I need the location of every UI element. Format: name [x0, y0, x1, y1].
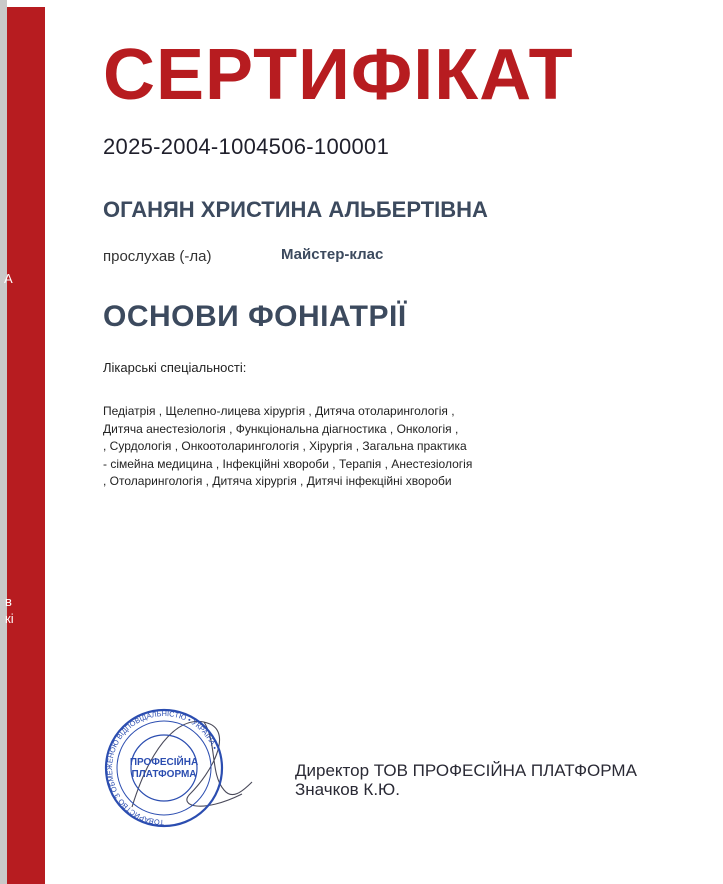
- certificate-title: СЕРТИФІКАТ: [103, 35, 574, 115]
- director-signature-block: [295, 761, 637, 799]
- event-type: Майстер-клас: [281, 246, 384, 263]
- specialties-line: Педіатрія , Щелепно-лицева хірургія , Дитяча отоларингологія ,: [103, 404, 455, 418]
- listened-label: прослухав (-ла): [103, 248, 212, 265]
- stamp-ring-text: ТОВАРИСТВО З ОБМЕЖЕНОЮ ВІДПОВІДАЛЬНІСТЮ • УКРАЇНА •: [104, 708, 220, 828]
- specialties-label: Лікарські спеціальності:: [103, 360, 247, 375]
- official-stamp: [92, 702, 262, 832]
- side-band-text-c: [5, 593, 14, 627]
- red-side-band: [4, 7, 45, 884]
- specialties-list: [103, 403, 723, 491]
- certificate-number: 2025-2004-1004506-100001: [103, 134, 390, 159]
- side-band-text-c-line2: кі: [5, 611, 14, 626]
- left-edge-strip: [0, 0, 7, 884]
- specialties-line: , Сурдологія , Онкоотоларингологія , Хірургія , Загальна практика: [103, 439, 467, 453]
- specialties-line: Дитяча анестезіологія , Функціональна діагностика , Онкологія ,: [103, 421, 459, 436]
- course-title: ОСНОВИ ФОНІАТРІЇ: [103, 300, 407, 333]
- side-band-text-c-line1: в: [5, 594, 12, 609]
- director-title: Директор ТОВ ПРОФЕСІЙНА ПЛАТФОРМА: [295, 761, 637, 780]
- side-band-text-a: А: [4, 271, 13, 286]
- stamp-center-line2: ПЛАТФОРМА: [131, 769, 197, 780]
- specialties-line: , Отоларингологія , Дитяча хірургія , Дитячі інфекційні хвороби: [103, 474, 452, 488]
- specialties-line: - сімейна медицина , Інфекційні хвороби , Терапія , Анестезіологія: [103, 456, 473, 471]
- director-name: Значков К.Ю.: [295, 780, 400, 799]
- stamp-center-line1: ПРОФЕСІЙНА: [129, 757, 199, 768]
- recipient-name: ОГАНЯН ХРИСТИНА АЛЬБЕРТІВНА: [103, 197, 488, 222]
